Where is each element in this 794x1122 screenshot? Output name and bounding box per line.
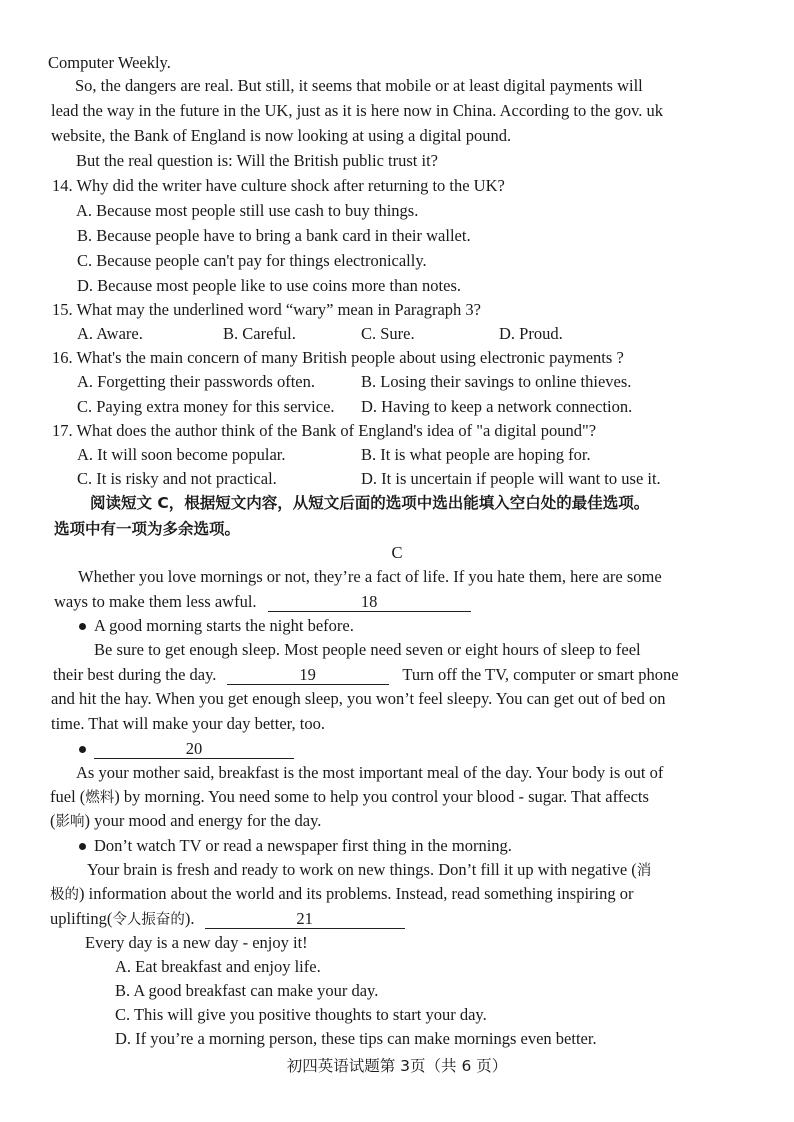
subheading-1	[79, 614, 354, 638]
passage-line: But the real question is: Will the British public trust it?	[76, 151, 438, 170]
subheading-text: A good morning starts the night before.	[94, 616, 354, 635]
option-16-d: D. Having to keep a network connection.	[361, 397, 633, 416]
question-stem-17: 17. What does the author think of the Bank of England's idea of "a digital pound"?	[52, 421, 597, 440]
passage-line-with-blank-18	[54, 590, 471, 614]
question-stem-16: 16. What's the main concern of many British people about using electronic payments ?	[52, 348, 624, 367]
passage-text: ) your mood and energy for the day.	[84, 811, 322, 830]
options-row-16a	[0, 370, 794, 394]
option-17-d: D. It is uncertain if people will want to use it.	[361, 469, 661, 488]
passage-line-with-blank-19	[53, 663, 679, 687]
subheading-blank-20	[79, 737, 294, 761]
passage-title: C	[391, 543, 403, 562]
passage-line: website, the Bank of England is now looking at using a digital pound.	[51, 126, 512, 145]
passage-line-with-blank-21	[50, 907, 405, 932]
chinese-gloss: 令人振奋的	[112, 912, 185, 928]
passage-line: time. That will make your day better, too.	[51, 714, 325, 733]
choice-a: A. Eat breakfast and enjoy life.	[115, 957, 321, 976]
passage-line	[87, 858, 651, 883]
option-14-b: B. Because people have to bring a bank card in their wallet.	[77, 226, 471, 245]
option-16-b: B. Losing their savings to online thieves.	[361, 372, 632, 391]
passage-text: ways to make them less awful.	[54, 592, 257, 611]
choice-b: B. A good breakfast can make your day.	[115, 981, 379, 1000]
choice-d: D. If you’re a morning person, these tips can make mornings even better.	[115, 1029, 597, 1048]
passage-text: ).	[184, 909, 195, 928]
subheading-text: Don’t watch TV or read a newspaper first thing in the morning.	[94, 836, 512, 855]
option-15-c: C. Sure.	[361, 324, 415, 343]
instructions-line-2: 选项中有一项为多余选项。	[54, 520, 241, 538]
blank-19[interactable]: 19	[227, 666, 389, 685]
blank-21[interactable]: 21	[205, 910, 405, 929]
passage-text: ) information about the world and its problems. Instead, read something inspiring or	[79, 884, 634, 903]
options-row-17b	[0, 467, 794, 491]
passage-text: Your brain is fresh and ready to work on new things. Don’t fill it up with negative (	[87, 860, 637, 879]
options-row-15	[0, 322, 794, 346]
chinese-gloss: 燃料	[85, 790, 115, 806]
chinese-gloss: 极的	[50, 887, 79, 903]
blank-20[interactable]: 20	[94, 740, 294, 759]
passage-text: their best during the day.	[53, 665, 217, 684]
passage-text: Turn off the TV, computer or smart phone	[402, 665, 679, 684]
option-17-b: B. It is what people are hoping for.	[361, 445, 591, 464]
option-15-b: B. Careful.	[223, 324, 296, 343]
option-14-d: D. Because most people like to use coins more than notes.	[77, 276, 461, 295]
choice-c: C. This will give you positive thoughts to start your day.	[115, 1005, 487, 1024]
passage-line: So, the dangers are real. But still, it seems that mobile or at least digital payments will	[75, 76, 643, 95]
passage-line: and hit the hay. When you get enough sleep, you won’t feel sleepy. You can get out of bed on	[51, 689, 666, 708]
passage-line: Be sure to get enough sleep. Most people need seven or eight hours of sleep to feel	[94, 640, 641, 659]
passage-line: Whether you love mornings or not, they’re a fact of life. If you hate them, here are some	[78, 567, 662, 586]
options-row-17a	[0, 443, 794, 467]
option-15-a: A. Aware.	[77, 324, 143, 343]
chinese-gloss: 影响	[55, 814, 85, 830]
question-stem-14: 14. Why did the writer have culture shock after returning to the UK?	[52, 176, 505, 195]
bullet-icon	[79, 843, 86, 850]
bullet-icon	[79, 746, 86, 753]
passage-line: lead the way in the future in the UK, just as it is here now in China. According to the gov. uk	[51, 101, 664, 120]
page-footer: 初四英语试题第 3页（共 6 页）	[286, 1057, 508, 1075]
option-15-d: D. Proud.	[499, 324, 563, 343]
option-16-c: C. Paying extra money for this service.	[77, 397, 335, 416]
bullet-icon	[79, 623, 86, 630]
option-14-c: C. Because people can't pay for things electronically.	[77, 251, 427, 270]
option-17-c: C. It is risky and not practical.	[77, 469, 277, 488]
passage-line	[50, 785, 649, 810]
passage-line	[50, 882, 633, 907]
passage-text: (	[50, 811, 56, 830]
chinese-gloss: 消	[636, 863, 652, 879]
question-stem-15: 15. What may the underlined word “wary” mean in Paragraph 3?	[52, 300, 481, 319]
passage-line: Every day is a new day - enjoy it!	[85, 933, 308, 952]
passage-text: uplifting(	[50, 909, 113, 928]
blank-18[interactable]: 18	[268, 593, 471, 612]
passage-line: Computer Weekly.	[48, 53, 171, 72]
passage-line: As your mother said, breakfast is the most important meal of the day. Your body is out of	[76, 763, 664, 782]
passage-text: ) by morning. You need some to help you control your blood - sugar. That affects	[114, 787, 649, 806]
option-17-a: A. It will soon become popular.	[77, 445, 286, 464]
option-16-a: A. Forgetting their passwords often.	[77, 372, 316, 391]
passage-line	[50, 809, 321, 834]
options-row-16b	[0, 395, 794, 419]
instructions-line-1: 阅读短文 C，根据短文内容，从短文后面的选项中选出能填入空白处的最佳选项。	[90, 494, 650, 512]
subheading-2	[79, 834, 512, 858]
option-14-a: A. Because most people still use cash to buy things.	[76, 201, 419, 220]
passage-text: fuel (	[50, 787, 86, 806]
